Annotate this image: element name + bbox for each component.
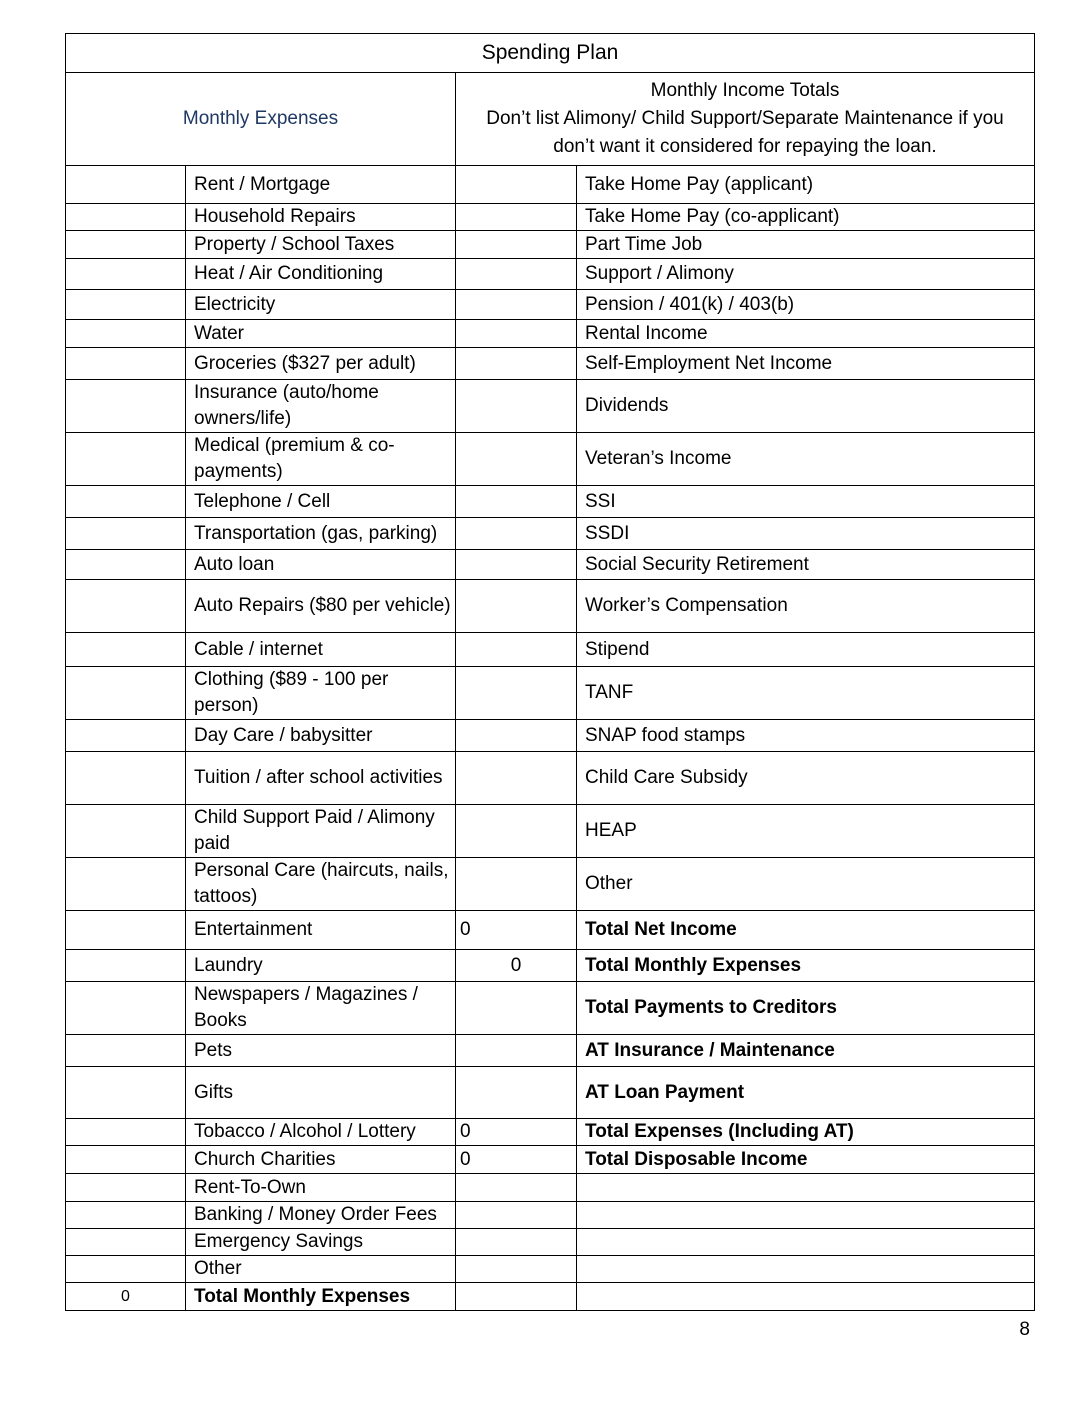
expense-amount-cell — [66, 1174, 186, 1202]
income-amount-cell — [456, 805, 577, 858]
expense-amount-cell — [66, 982, 186, 1035]
expense-amount-cell — [66, 320, 186, 348]
expense-amount-cell — [66, 1229, 186, 1256]
income-amount-cell — [456, 550, 577, 580]
expense-amount-cell — [66, 204, 186, 231]
expense-amount-cell — [66, 433, 186, 486]
income-label: Take Home Pay (applicant) — [577, 166, 1035, 204]
expense-amount-cell — [66, 486, 186, 518]
income-label: Worker’s Compensation — [577, 580, 1035, 633]
income-label: Rental Income — [577, 320, 1035, 348]
header-row — [66, 73, 1035, 166]
income-label: TANF — [577, 667, 1035, 720]
expense-label: Gifts — [186, 1067, 456, 1119]
income-amount-cell — [456, 580, 577, 633]
income-label: Take Home Pay (co-applicant) — [577, 204, 1035, 231]
total-expenses-amount: 0 — [66, 1283, 186, 1311]
expense-label: Tuition / after school activities — [186, 752, 456, 805]
expense-amount-cell — [66, 667, 186, 720]
expense-label: Transportation (gas, parking) — [186, 518, 456, 550]
table-row — [66, 348, 1035, 380]
expense-label: Electricity — [186, 290, 456, 320]
expense-amount-cell — [66, 950, 186, 982]
expense-amount-cell — [66, 1146, 186, 1174]
table-row — [66, 1119, 1035, 1146]
expense-value: 0 — [456, 911, 577, 950]
expense-amount-cell — [66, 1067, 186, 1119]
table-row — [66, 486, 1035, 518]
table-row — [66, 982, 1035, 1035]
income-header-line3: don’t want it considered for repaying the loan. — [553, 136, 937, 157]
expense-value: 0 — [456, 1146, 577, 1174]
income-label: Total Monthly Expenses — [577, 950, 1035, 982]
income-amount-cell — [456, 433, 577, 486]
income-amount-cell — [456, 348, 577, 380]
income-amount-cell — [456, 1256, 577, 1283]
income-label: SSI — [577, 486, 1035, 518]
income-label: Total Net Income — [577, 911, 1035, 950]
expense-label: Water — [186, 320, 456, 348]
table-row — [66, 1229, 1035, 1256]
table-row — [66, 320, 1035, 348]
table-row — [66, 1035, 1035, 1067]
expense-label: Child Support Paid / Alimony paid — [186, 805, 456, 858]
table-row — [66, 290, 1035, 320]
expense-label: Insurance (auto/home owners/life) — [186, 380, 456, 433]
income-label: Stipend — [577, 633, 1035, 667]
table-row — [66, 1067, 1035, 1119]
table-row — [66, 667, 1035, 720]
expense-label: Property / School Taxes — [186, 231, 456, 259]
income-amount-cell — [456, 982, 577, 1035]
table-row — [66, 518, 1035, 550]
expense-amount-cell — [66, 633, 186, 667]
expense-label: Telephone / Cell — [186, 486, 456, 518]
income-amount-cell — [456, 320, 577, 348]
income-label — [577, 1174, 1035, 1202]
table-row — [66, 633, 1035, 667]
income-amount-cell — [456, 204, 577, 231]
expense-amount-cell — [66, 380, 186, 433]
expense-amount-cell — [66, 518, 186, 550]
table-row — [66, 204, 1035, 231]
income-label — [577, 1229, 1035, 1256]
table-row — [66, 911, 1035, 950]
expense-label: Personal Care (haircuts, nails, tattoos) — [186, 858, 456, 911]
income-label: Veteran’s Income — [577, 433, 1035, 486]
table-row — [66, 1146, 1035, 1174]
expense-label: Rent / Mortgage — [186, 166, 456, 204]
income-amount-cell — [456, 858, 577, 911]
income-header-line2: Don’t list Alimony/ Child Support/Separate Maintenance if you — [486, 108, 1004, 129]
expense-label: Groceries ($327 per adult) — [186, 348, 456, 380]
income-label: AT Loan Payment — [577, 1067, 1035, 1119]
table-row — [66, 380, 1035, 433]
income-label: Other — [577, 858, 1035, 911]
table-row — [66, 580, 1035, 633]
table-row — [66, 259, 1035, 290]
table-row — [66, 550, 1035, 580]
income-label: Self-Employment Net Income — [577, 348, 1035, 380]
expense-amount-cell — [66, 1256, 186, 1283]
table-row — [66, 231, 1035, 259]
expense-label: Entertainment — [186, 911, 456, 950]
income-amount-cell — [456, 667, 577, 720]
table-row — [66, 1202, 1035, 1229]
income-amount-cell — [456, 1202, 577, 1229]
income-label: SNAP food stamps — [577, 720, 1035, 752]
expense-label: Laundry — [186, 950, 456, 982]
table-title: Spending Plan — [66, 34, 1035, 73]
expenses-header: Monthly Expenses — [66, 73, 456, 166]
income-amount-cell — [456, 1067, 577, 1119]
table-row — [66, 1256, 1035, 1283]
expense-label: Clothing ($89 - 100 per person) — [186, 667, 456, 720]
expense-amount-cell — [66, 1035, 186, 1067]
expense-label: Rent-To-Own — [186, 1174, 456, 1202]
expense-value: 0 — [456, 1119, 577, 1146]
expense-label: Total Monthly Expenses — [186, 1283, 456, 1311]
expense-amount-cell — [66, 720, 186, 752]
income-amount-cell — [456, 290, 577, 320]
table-row — [66, 858, 1035, 911]
income-amount-cell — [456, 633, 577, 667]
income-label: Total Disposable Income — [577, 1146, 1035, 1174]
expense-amount-cell — [66, 290, 186, 320]
income-label: Pension / 401(k) / 403(b) — [577, 290, 1035, 320]
income-amount-cell — [456, 1283, 577, 1311]
expense-amount-cell — [66, 580, 186, 633]
income-label: Part Time Job — [577, 231, 1035, 259]
income-amount-cell — [456, 720, 577, 752]
expense-amount-cell — [66, 348, 186, 380]
expense-amount-cell — [66, 259, 186, 290]
table-row — [66, 433, 1035, 486]
income-label: Total Payments to Creditors — [577, 982, 1035, 1035]
income-amount-cell — [456, 231, 577, 259]
expense-label: Cable / internet — [186, 633, 456, 667]
income-label — [577, 1256, 1035, 1283]
expense-label: Emergency Savings — [186, 1229, 456, 1256]
expense-amount-cell — [66, 231, 186, 259]
expense-amount-cell — [66, 858, 186, 911]
table-row — [66, 950, 1035, 982]
expense-label: Auto loan — [186, 550, 456, 580]
income-amount-cell — [456, 1035, 577, 1067]
income-amount-cell — [456, 486, 577, 518]
income-amount-cell — [456, 1174, 577, 1202]
expense-label: Heat / Air Conditioning — [186, 259, 456, 290]
income-amount-cell — [456, 166, 577, 204]
income-amount-cell — [456, 380, 577, 433]
income-header — [456, 73, 1035, 166]
expense-amount-cell — [66, 1202, 186, 1229]
expense-label: Medical (premium & co-payments) — [186, 433, 456, 486]
table-row — [66, 805, 1035, 858]
expense-amount-cell — [66, 550, 186, 580]
table-row — [66, 1174, 1035, 1202]
expense-amount-cell — [66, 1119, 186, 1146]
expense-label: Auto Repairs ($80 per vehicle) — [186, 580, 456, 633]
income-label: HEAP — [577, 805, 1035, 858]
expense-label: Banking / Money Order Fees — [186, 1202, 456, 1229]
income-label: Support / Alimony — [577, 259, 1035, 290]
table-row — [66, 720, 1035, 752]
income-label — [577, 1283, 1035, 1311]
table-row — [66, 752, 1035, 805]
expense-label: Newspapers / Magazines / Books — [186, 982, 456, 1035]
income-amount-cell — [456, 752, 577, 805]
expense-label: Other — [186, 1256, 456, 1283]
income-label: Dividends — [577, 380, 1035, 433]
table-row — [66, 166, 1035, 204]
expense-label: Household Repairs — [186, 204, 456, 231]
page-number: 8 — [1019, 1319, 1030, 1340]
spending-plan-table — [65, 33, 1035, 1311]
income-label: SSDI — [577, 518, 1035, 550]
expense-label: Church Charities — [186, 1146, 456, 1174]
table-row — [66, 1283, 1035, 1311]
expense-amount-cell — [66, 752, 186, 805]
expense-amount-cell — [66, 166, 186, 204]
expense-value: 0 — [456, 950, 577, 982]
income-amount-cell — [456, 259, 577, 290]
expense-label: Tobacco / Alcohol / Lottery — [186, 1119, 456, 1146]
income-amount-cell — [456, 518, 577, 550]
income-label: Social Security Retirement — [577, 550, 1035, 580]
title-row — [66, 34, 1035, 73]
income-label: Total Expenses (Including AT) — [577, 1119, 1035, 1146]
expense-amount-cell — [66, 805, 186, 858]
income-label: AT Insurance / Maintenance — [577, 1035, 1035, 1067]
income-header-line1: Monthly Income Totals — [650, 80, 840, 101]
expense-label: Day Care / babysitter — [186, 720, 456, 752]
income-label: Child Care Subsidy — [577, 752, 1035, 805]
income-label — [577, 1202, 1035, 1229]
expense-amount-cell — [66, 911, 186, 950]
income-amount-cell — [456, 1229, 577, 1256]
expense-label: Pets — [186, 1035, 456, 1067]
